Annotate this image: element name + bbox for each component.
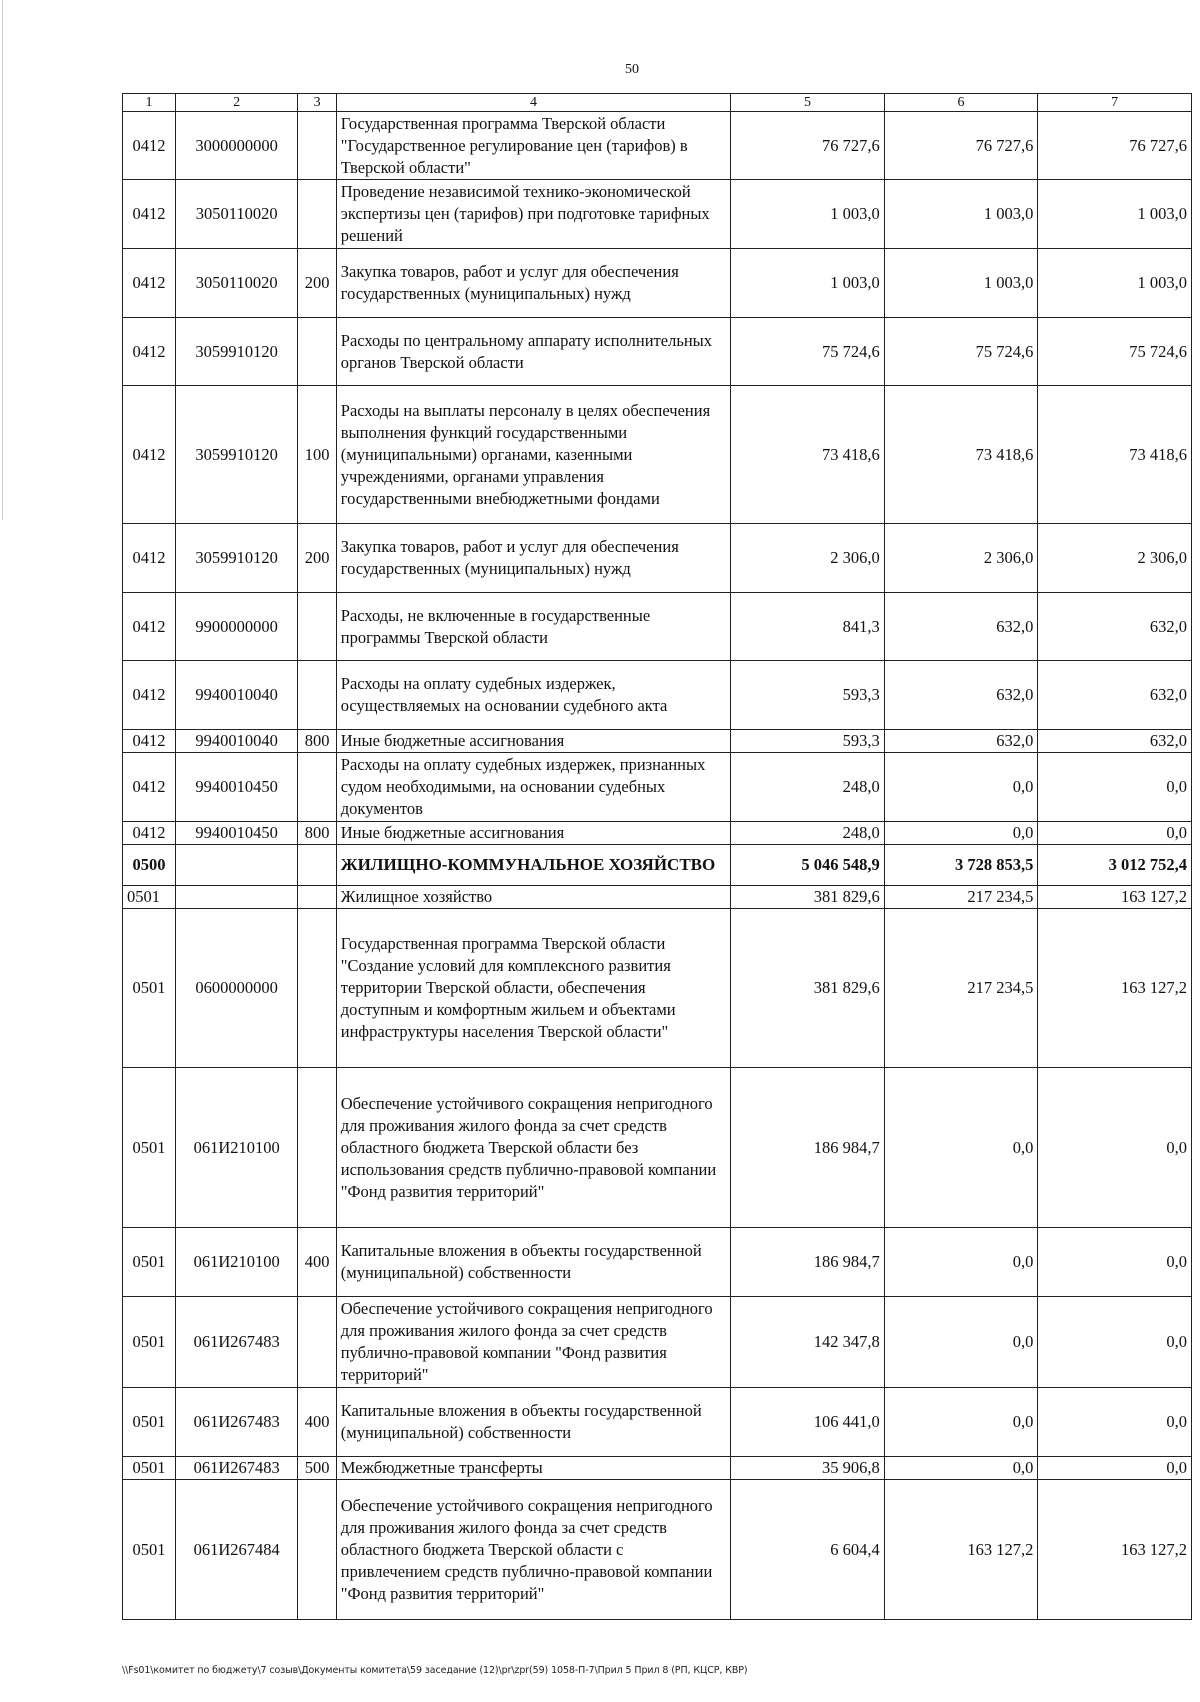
table-row <box>123 249 1192 318</box>
row-article: 3059910120 <box>175 386 297 524</box>
row-section: 0412 <box>123 524 176 593</box>
row-section: 0412 <box>123 249 176 318</box>
row-kvr: 400 <box>298 1228 336 1297</box>
row-section: 0501 <box>123 909 176 1068</box>
row-value-3: 632,0 <box>1038 661 1192 730</box>
row-value-1: 142 347,8 <box>731 1297 885 1388</box>
table-row <box>123 593 1192 661</box>
table-row <box>123 822 1192 845</box>
row-value-2: 75 724,6 <box>884 318 1038 386</box>
row-value-3: 2 306,0 <box>1038 524 1192 593</box>
row-section: 0501 <box>123 1457 176 1480</box>
header-col-6: 6 <box>884 94 1038 112</box>
row-article: 061И267483 <box>175 1388 297 1457</box>
row-kvr <box>298 1068 336 1228</box>
row-value-2: 217 234,5 <box>884 886 1038 909</box>
row-article: 3050110020 <box>175 180 297 249</box>
row-name: ЖИЛИЩНО-КОММУНАЛЬНОЕ ХОЗЯЙСТВО <box>336 845 730 886</box>
row-value-3: 632,0 <box>1038 730 1192 753</box>
row-article: 061И267484 <box>175 1480 297 1620</box>
row-name: Расходы на оплату судебных издержек, осуществляемых на основании судебного акта <box>336 661 730 730</box>
row-name: Закупка товаров, работ и услуг для обеспечения государственных (муниципальных) нужд <box>336 249 730 318</box>
row-value-1: 841,3 <box>731 593 885 661</box>
row-name: Иные бюджетные ассигнования <box>336 822 730 845</box>
footer-file-path: \\Fs01\комитет по бюджету\7 созыв\Документы комитета\59 заседание (12)\pr\zpr(59) 1058-П-7\Прил 5 Прил 8 (РП, КЦСР, КВР) <box>122 1665 748 1676</box>
row-value-2: 73 418,6 <box>884 386 1038 524</box>
row-kvr: 800 <box>298 822 336 845</box>
row-value-3: 73 418,6 <box>1038 386 1192 524</box>
header-col-7: 7 <box>1038 94 1192 112</box>
row-article: 061И267483 <box>175 1297 297 1388</box>
row-article: 9940010450 <box>175 753 297 822</box>
row-section: 0412 <box>123 386 176 524</box>
table-row <box>123 886 1192 909</box>
row-kvr <box>298 1480 336 1620</box>
row-value-2: 632,0 <box>884 593 1038 661</box>
row-value-2: 163 127,2 <box>884 1480 1038 1620</box>
table-row <box>123 524 1192 593</box>
row-value-3: 0,0 <box>1038 822 1192 845</box>
table-row <box>123 730 1192 753</box>
row-value-1: 5 046 548,9 <box>731 845 885 886</box>
row-section: 0412 <box>123 318 176 386</box>
row-value-3: 0,0 <box>1038 1297 1192 1388</box>
row-article <box>175 845 297 886</box>
row-section: 0412 <box>123 661 176 730</box>
table-row <box>123 386 1192 524</box>
table-row <box>123 661 1192 730</box>
row-value-1: 186 984,7 <box>731 1228 885 1297</box>
row-value-3: 3 012 752,4 <box>1038 845 1192 886</box>
row-value-2: 1 003,0 <box>884 180 1038 249</box>
row-value-1: 1 003,0 <box>731 180 885 249</box>
row-value-1: 73 418,6 <box>731 386 885 524</box>
table-row <box>123 180 1192 249</box>
row-value-3: 0,0 <box>1038 1228 1192 1297</box>
row-value-2: 632,0 <box>884 661 1038 730</box>
row-value-2: 0,0 <box>884 753 1038 822</box>
row-section: 0412 <box>123 753 176 822</box>
row-value-1: 248,0 <box>731 753 885 822</box>
row-section: 0500 <box>123 845 176 886</box>
row-kvr <box>298 1297 336 1388</box>
row-article: 061И210100 <box>175 1068 297 1228</box>
row-section: 0412 <box>123 822 176 845</box>
row-value-2: 76 727,6 <box>884 112 1038 180</box>
row-name: Расходы на выплаты персоналу в целях обеспечения выполнения функций государственными (муниципальными) органами, казенными учреждениями, органами управления государственными внебюджетными фондами <box>336 386 730 524</box>
row-name: Капитальные вложения в объекты государственной (муниципальной) собственности <box>336 1388 730 1457</box>
scan-margin-line <box>2 0 3 520</box>
row-value-1: 248,0 <box>731 822 885 845</box>
row-name: Обеспечение устойчивого сокращения непригодного для проживания жилого фонда за счет средств областного бюджета Тверской области без использования средств публично-правовой компании "Фонд развития территорий" <box>336 1068 730 1228</box>
row-kvr <box>298 318 336 386</box>
table-row <box>123 318 1192 386</box>
row-name: Расходы по центральному аппарату исполнительных органов Тверской области <box>336 318 730 386</box>
row-kvr <box>298 753 336 822</box>
header-col-2: 2 <box>175 94 297 112</box>
row-value-3: 1 003,0 <box>1038 180 1192 249</box>
table-row <box>123 112 1192 180</box>
row-article: 3059910120 <box>175 524 297 593</box>
header-col-4: 4 <box>336 94 730 112</box>
row-value-1: 76 727,6 <box>731 112 885 180</box>
table-row <box>123 753 1192 822</box>
table-header-row <box>123 94 1192 112</box>
row-value-1: 593,3 <box>731 730 885 753</box>
row-section: 0501 <box>123 886 176 909</box>
row-name: Расходы на оплату судебных издержек, признанных судом необходимыми, на основании судебных документов <box>336 753 730 822</box>
row-name: Обеспечение устойчивого сокращения непригодного для проживания жилого фонда за счет средств областного бюджета Тверской области с привлечением средств публично-правовой компании "Фонд развития территорий" <box>336 1480 730 1620</box>
row-kvr: 500 <box>298 1457 336 1480</box>
header-col-3: 3 <box>298 94 336 112</box>
row-name: Межбюджетные трансферты <box>336 1457 730 1480</box>
row-section: 0501 <box>123 1068 176 1228</box>
row-article: 3059910120 <box>175 318 297 386</box>
row-value-1: 381 829,6 <box>731 909 885 1068</box>
row-article: 9900000000 <box>175 593 297 661</box>
row-value-3: 163 127,2 <box>1038 909 1192 1068</box>
row-article: 0600000000 <box>175 909 297 1068</box>
table-row <box>123 909 1192 1068</box>
row-value-3: 0,0 <box>1038 753 1192 822</box>
row-value-2: 0,0 <box>884 822 1038 845</box>
row-value-3: 163 127,2 <box>1038 886 1192 909</box>
row-section: 0501 <box>123 1480 176 1620</box>
page-number: 50 <box>625 62 639 77</box>
row-value-3: 0,0 <box>1038 1388 1192 1457</box>
row-section: 0501 <box>123 1297 176 1388</box>
table-row <box>123 1297 1192 1388</box>
row-value-1: 381 829,6 <box>731 886 885 909</box>
row-article: 9940010040 <box>175 661 297 730</box>
table-row <box>123 1068 1192 1228</box>
row-value-2: 0,0 <box>884 1297 1038 1388</box>
row-kvr <box>298 112 336 180</box>
row-kvr: 200 <box>298 249 336 318</box>
row-kvr <box>298 845 336 886</box>
row-name: Государственная программа Тверской области "Создание условий для комплексного развития территории Тверской области, обеспечения доступным и комфортным жильем и объектами инфраструктуры населения Тверской области" <box>336 909 730 1068</box>
table-row <box>123 1457 1192 1480</box>
budget-table <box>122 93 1192 1620</box>
row-value-2: 632,0 <box>884 730 1038 753</box>
row-section: 0501 <box>123 1228 176 1297</box>
row-kvr: 200 <box>298 524 336 593</box>
row-value-2: 0,0 <box>884 1457 1038 1480</box>
row-article: 061И210100 <box>175 1228 297 1297</box>
row-value-2: 0,0 <box>884 1388 1038 1457</box>
row-kvr <box>298 886 336 909</box>
row-name: Капитальные вложения в объекты государственной (муниципальной) собственности <box>336 1228 730 1297</box>
row-article: 9940010040 <box>175 730 297 753</box>
row-value-3: 1 003,0 <box>1038 249 1192 318</box>
row-kvr: 400 <box>298 1388 336 1457</box>
row-article: 061И267483 <box>175 1457 297 1480</box>
row-section: 0412 <box>123 112 176 180</box>
row-value-3: 0,0 <box>1038 1457 1192 1480</box>
row-article <box>175 886 297 909</box>
row-value-1: 593,3 <box>731 661 885 730</box>
row-value-3: 76 727,6 <box>1038 112 1192 180</box>
row-name: Закупка товаров, работ и услуг для обеспечения государственных (муниципальных) нужд <box>336 524 730 593</box>
row-kvr <box>298 180 336 249</box>
table-row <box>123 1480 1192 1620</box>
header-col-5: 5 <box>731 94 885 112</box>
row-name: Расходы, не включенные в государственные программы Тверской области <box>336 593 730 661</box>
row-kvr <box>298 909 336 1068</box>
row-value-1: 106 441,0 <box>731 1388 885 1457</box>
row-name: Жилищное хозяйство <box>336 886 730 909</box>
row-section: 0412 <box>123 730 176 753</box>
table-row <box>123 1228 1192 1297</box>
row-value-1: 6 604,4 <box>731 1480 885 1620</box>
row-value-2: 1 003,0 <box>884 249 1038 318</box>
row-value-2: 2 306,0 <box>884 524 1038 593</box>
row-value-2: 0,0 <box>884 1068 1038 1228</box>
row-kvr: 100 <box>298 386 336 524</box>
row-name: Проведение независимой технико-экономической экспертизы цен (тарифов) при подготовке тарифных решений <box>336 180 730 249</box>
row-value-1: 2 306,0 <box>731 524 885 593</box>
row-article: 9940010450 <box>175 822 297 845</box>
row-article: 3050110020 <box>175 249 297 318</box>
row-value-3: 0,0 <box>1038 1068 1192 1228</box>
row-value-1: 75 724,6 <box>731 318 885 386</box>
row-name: Государственная программа Тверской области "Государственное регулирование цен (тарифов) в Тверской области" <box>336 112 730 180</box>
row-article: 3000000000 <box>175 112 297 180</box>
row-kvr: 800 <box>298 730 336 753</box>
row-section: 0412 <box>123 180 176 249</box>
row-value-1: 35 906,8 <box>731 1457 885 1480</box>
row-value-1: 186 984,7 <box>731 1068 885 1228</box>
row-section: 0501 <box>123 1388 176 1457</box>
row-value-3: 163 127,2 <box>1038 1480 1192 1620</box>
row-kvr <box>298 661 336 730</box>
table-row <box>123 1388 1192 1457</box>
row-name: Обеспечение устойчивого сокращения непригодного для проживания жилого фонда за счет средств публично-правовой компании "Фонд развития территорий" <box>336 1297 730 1388</box>
row-value-2: 217 234,5 <box>884 909 1038 1068</box>
header-col-1: 1 <box>123 94 176 112</box>
row-value-3: 75 724,6 <box>1038 318 1192 386</box>
row-value-3: 632,0 <box>1038 593 1192 661</box>
row-kvr <box>298 593 336 661</box>
row-value-2: 0,0 <box>884 1228 1038 1297</box>
row-value-2: 3 728 853,5 <box>884 845 1038 886</box>
table-row <box>123 845 1192 886</box>
row-section: 0412 <box>123 593 176 661</box>
row-name: Иные бюджетные ассигнования <box>336 730 730 753</box>
row-value-1: 1 003,0 <box>731 249 885 318</box>
